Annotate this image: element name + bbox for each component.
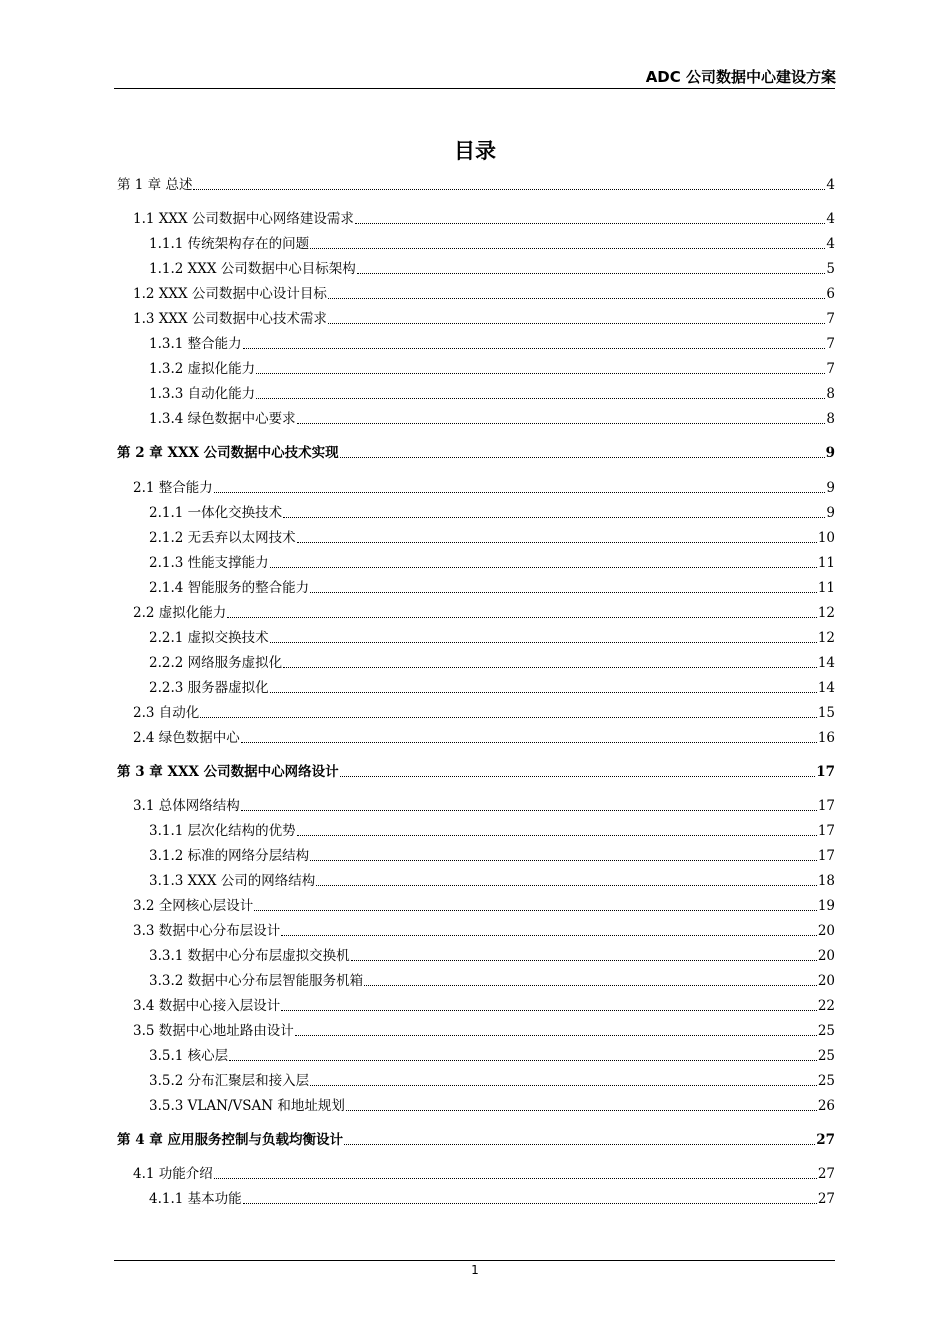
toc-dot-leader bbox=[281, 1010, 817, 1011]
toc-dot-leader bbox=[243, 348, 826, 349]
toc-entry[interactable] bbox=[149, 552, 835, 572]
toc-dot-leader bbox=[328, 323, 826, 324]
toc-dot-leader bbox=[270, 642, 817, 643]
toc-entry-page: 17 bbox=[817, 823, 835, 839]
footer-divider bbox=[114, 1260, 835, 1261]
toc-entry-label: 3.1.1 层次化结构的优势 bbox=[149, 823, 296, 839]
toc-dot-leader bbox=[241, 742, 817, 743]
toc-entry[interactable] bbox=[117, 174, 835, 194]
page-number: 1 bbox=[471, 1263, 479, 1277]
toc-entry-page: 8 bbox=[826, 386, 835, 402]
toc-entry[interactable] bbox=[149, 845, 835, 865]
toc-entry-page: 6 bbox=[826, 286, 835, 302]
toc-entry-page: 25 bbox=[817, 1048, 835, 1064]
toc-entry-label: 2.1.1 一体化交换技术 bbox=[149, 505, 283, 521]
toc-entry[interactable] bbox=[149, 233, 835, 253]
toc-entry-label: 1.3 XXX 公司数据中心技术需求 bbox=[133, 311, 327, 327]
toc-entry-label: 2.1 整合能力 bbox=[133, 480, 213, 496]
header-divider bbox=[114, 88, 835, 89]
page-header-title: ADC 公司数据中心建设方案 bbox=[645, 68, 836, 86]
toc-entry[interactable] bbox=[149, 870, 835, 890]
toc-entry[interactable] bbox=[133, 602, 835, 622]
toc-dot-leader bbox=[328, 298, 826, 299]
toc-entry-page: 5 bbox=[826, 261, 835, 277]
toc-entry-page: 7 bbox=[826, 311, 835, 327]
toc-entry-page: 7 bbox=[826, 336, 835, 352]
toc-entry[interactable] bbox=[149, 1070, 835, 1090]
toc-entry[interactable] bbox=[133, 995, 835, 1015]
toc-entry-page: 26 bbox=[817, 1098, 835, 1114]
toc-entry[interactable] bbox=[149, 652, 835, 672]
toc-entry[interactable] bbox=[149, 358, 835, 378]
toc-entry-label: 1.1.1 传统架构存在的问题 bbox=[149, 236, 310, 252]
toc-dot-leader bbox=[351, 960, 817, 961]
toc-entry-page: 7 bbox=[826, 361, 835, 377]
toc-entry[interactable] bbox=[149, 502, 835, 522]
toc-entry-page: 25 bbox=[817, 1023, 835, 1039]
toc-entry-label: 2.1.2 无丢弃以太网技术 bbox=[149, 530, 296, 546]
toc-entry[interactable] bbox=[149, 677, 835, 697]
toc-entry-label: 第 3 章 XXX 公司数据中心网络设计 bbox=[117, 764, 339, 780]
toc-entry-page: 14 bbox=[817, 680, 835, 696]
toc-entry[interactable] bbox=[117, 442, 835, 462]
toc-dot-leader bbox=[214, 1178, 817, 1179]
toc-entry[interactable] bbox=[133, 795, 835, 815]
toc-dot-leader bbox=[200, 717, 817, 718]
toc-entry-label: 第 2 章 XXX 公司数据中心技术实现 bbox=[117, 445, 339, 461]
toc-entry-label: 2.2.2 网络服务虚拟化 bbox=[149, 655, 283, 671]
toc-entry-page: 12 bbox=[817, 605, 835, 621]
toc-entry[interactable] bbox=[133, 1020, 835, 1040]
toc-entry-label: 2.1.4 智能服务的整合能力 bbox=[149, 580, 310, 596]
toc-entry-page: 22 bbox=[817, 998, 835, 1014]
toc-dot-leader bbox=[229, 1060, 817, 1061]
toc-dot-leader bbox=[310, 1085, 817, 1086]
toc-entry-label: 3.3.2 数据中心分布层智能服务机箱 bbox=[149, 973, 364, 989]
toc-entry[interactable] bbox=[149, 383, 835, 403]
toc-dot-leader bbox=[283, 517, 825, 518]
toc-entry-label: 2.3 自动化 bbox=[133, 705, 200, 721]
toc-dot-leader bbox=[270, 567, 817, 568]
toc-dot-leader bbox=[364, 985, 817, 986]
toc-entry-label: 2.2.1 虚拟交换技术 bbox=[149, 630, 269, 646]
toc-entry-label: 3.1.2 标准的网络分层结构 bbox=[149, 848, 310, 864]
toc-entry-page: 11 bbox=[817, 580, 835, 596]
toc-entry[interactable] bbox=[149, 820, 835, 840]
toc-entry[interactable] bbox=[149, 258, 835, 278]
toc-entry[interactable] bbox=[133, 1163, 835, 1183]
toc-entry-label: 1.3.3 自动化能力 bbox=[149, 386, 256, 402]
toc-entry-page: 19 bbox=[817, 898, 835, 914]
toc-entry-page: 17 bbox=[817, 798, 835, 814]
toc-dot-leader bbox=[357, 273, 826, 274]
toc-entry-label: 1.3.4 绿色数据中心要求 bbox=[149, 411, 296, 427]
toc-entry[interactable] bbox=[149, 627, 835, 647]
toc-entry[interactable] bbox=[149, 1095, 835, 1115]
toc-entry-label: 3.1 总体网络结构 bbox=[133, 798, 240, 814]
toc-dot-leader bbox=[227, 617, 817, 618]
toc-entry-label: 第 4 章 应用服务控制与负载均衡设计 bbox=[117, 1132, 343, 1148]
toc-entry-label: 2.2 虚拟化能力 bbox=[133, 605, 227, 621]
toc-entry-label: 4.1 功能介绍 bbox=[133, 1166, 213, 1182]
toc-entry[interactable] bbox=[133, 283, 835, 303]
toc-entry-label: 3.3.1 数据中心分布层虚拟交换机 bbox=[149, 948, 350, 964]
toc-entry-page: 4 bbox=[826, 177, 835, 193]
toc-entry-label: 3.5.1 核心层 bbox=[149, 1048, 229, 1064]
toc-entry-label: 3.2 全网核心层设计 bbox=[133, 898, 254, 914]
toc-entry-page: 8 bbox=[826, 411, 835, 427]
toc-dot-leader bbox=[270, 692, 817, 693]
toc-dot-leader bbox=[346, 1110, 817, 1111]
toc-entry[interactable] bbox=[133, 895, 835, 915]
toc-dot-leader bbox=[344, 1144, 815, 1145]
toc-entry-page: 12 bbox=[817, 630, 835, 646]
toc-entry-page: 9 bbox=[826, 505, 835, 521]
toc-entry-page: 15 bbox=[817, 705, 835, 721]
toc-entry-label: 3.5.3 VLAN/VSAN 和地址规划 bbox=[149, 1098, 345, 1114]
toc-dot-leader bbox=[310, 248, 825, 249]
toc-dot-leader bbox=[283, 667, 817, 668]
toc-entry-label: 1.1.2 XXX 公司数据中心目标架构 bbox=[149, 261, 356, 277]
toc-dot-leader bbox=[256, 398, 825, 399]
toc-entry[interactable] bbox=[149, 970, 835, 990]
toc-entry-label: 1.1 XXX 公司数据中心网络建设需求 bbox=[133, 211, 354, 227]
toc-entry[interactable] bbox=[149, 1188, 835, 1208]
toc-dot-leader bbox=[193, 189, 825, 190]
toc-entry[interactable] bbox=[117, 761, 835, 781]
toc-entry-label: 3.3 数据中心分布层设计 bbox=[133, 923, 281, 939]
toc-dot-leader bbox=[297, 423, 826, 424]
toc-entry-label: 3.1.3 XXX 公司的网络结构 bbox=[149, 873, 316, 889]
toc-dot-leader bbox=[297, 542, 817, 543]
toc-entry[interactable] bbox=[133, 208, 835, 228]
toc-entry-label: 3.5.2 分布汇聚层和接入层 bbox=[149, 1073, 310, 1089]
toc-entry-label: 1.3.2 虚拟化能力 bbox=[149, 361, 256, 377]
toc-entry[interactable] bbox=[149, 1045, 835, 1065]
toc-heading: 目录 bbox=[454, 139, 496, 163]
toc-entry[interactable] bbox=[133, 702, 835, 722]
toc-entry-page: 4 bbox=[826, 236, 835, 252]
toc-entry-page: 10 bbox=[817, 530, 835, 546]
toc-dot-leader bbox=[241, 810, 817, 811]
toc-entry[interactable] bbox=[149, 527, 835, 547]
toc-entry-page: 17 bbox=[816, 764, 835, 780]
toc-entry-page: 20 bbox=[817, 948, 835, 964]
toc-entry-label: 第 1 章 总述 bbox=[117, 177, 193, 193]
toc-entry[interactable] bbox=[149, 577, 835, 597]
toc-dot-leader bbox=[316, 885, 817, 886]
toc-dot-leader bbox=[281, 935, 817, 936]
toc-entry-page: 16 bbox=[817, 730, 835, 746]
toc-entry[interactable] bbox=[133, 920, 835, 940]
toc-entry-label: 3.5 数据中心地址路由设计 bbox=[133, 1023, 294, 1039]
toc-entry-page: 27 bbox=[817, 1166, 835, 1182]
toc-entry-page: 11 bbox=[817, 555, 835, 571]
toc-entry-page: 14 bbox=[817, 655, 835, 671]
toc-entry-label: 4.1.1 基本功能 bbox=[149, 1191, 242, 1207]
toc-entry[interactable] bbox=[133, 477, 835, 497]
toc-dot-leader bbox=[355, 223, 826, 224]
toc-dot-leader bbox=[243, 1203, 817, 1204]
toc-dot-leader bbox=[310, 860, 817, 861]
toc-dot-leader bbox=[297, 835, 817, 836]
toc-entry[interactable] bbox=[149, 945, 835, 965]
toc-entry[interactable] bbox=[149, 408, 835, 428]
toc-dot-leader bbox=[340, 457, 825, 458]
toc-dot-leader bbox=[256, 373, 825, 374]
toc-dot-leader bbox=[340, 776, 816, 777]
toc-entry[interactable] bbox=[117, 1129, 835, 1149]
toc-dot-leader bbox=[310, 592, 817, 593]
toc-entry-label: 2.2.3 服务器虚拟化 bbox=[149, 680, 269, 696]
toc-entry-page: 17 bbox=[817, 848, 835, 864]
toc-entry[interactable] bbox=[149, 333, 835, 353]
toc-dot-leader bbox=[254, 910, 817, 911]
toc-dot-leader bbox=[214, 492, 826, 493]
toc-dot-leader bbox=[295, 1035, 817, 1036]
toc-entry-label: 2.4 绿色数据中心 bbox=[133, 730, 240, 746]
toc-entry-page: 4 bbox=[826, 211, 835, 227]
toc-entry-page: 20 bbox=[817, 973, 835, 989]
toc-entry-page: 9 bbox=[825, 445, 835, 461]
toc-entry-label: 2.1.3 性能支撑能力 bbox=[149, 555, 269, 571]
toc-entry-label: 1.2 XXX 公司数据中心设计目标 bbox=[133, 286, 327, 302]
toc-entry-page: 25 bbox=[817, 1073, 835, 1089]
toc-entry-page: 9 bbox=[826, 480, 835, 496]
toc-entry-label: 3.4 数据中心接入层设计 bbox=[133, 998, 281, 1014]
toc-entry[interactable] bbox=[133, 308, 835, 328]
toc-entry-page: 27 bbox=[816, 1132, 835, 1148]
toc-entry[interactable] bbox=[133, 727, 835, 747]
toc-entry-page: 18 bbox=[817, 873, 835, 889]
toc-entry-label: 1.3.1 整合能力 bbox=[149, 336, 242, 352]
toc-entry-page: 20 bbox=[817, 923, 835, 939]
toc-entry-page: 27 bbox=[817, 1191, 835, 1207]
